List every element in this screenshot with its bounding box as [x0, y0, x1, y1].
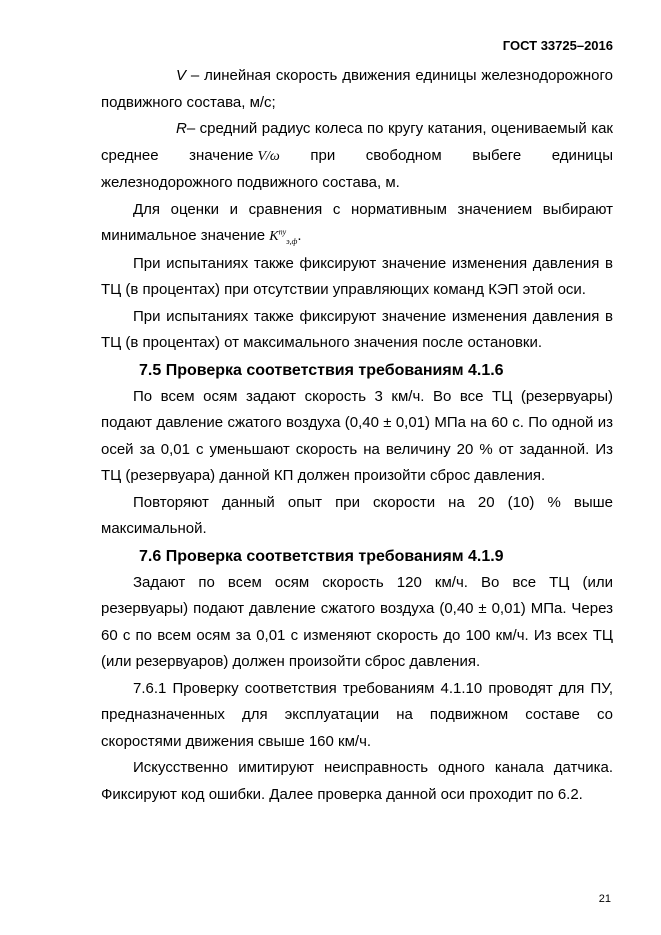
formula-v-over-omega: V/ω [257, 148, 280, 164]
definition-r-text-a: – средний радиус колеса по кругу катания, оцениваемый как среднее значение [101, 120, 613, 164]
definition-v [101, 63, 613, 116]
definition-r-text-b: при свободном выбеге единицы железнодорожного подвижного состава, м. [101, 146, 613, 191]
section-7-5-paragraph-1: По всем осям задают скорость 3 км/ч. Во все ТЦ (резервуары) подают давление сжатого воздуха (0,40 ± 0,01) МПа на 60 с. По одной из осей за 0,01 с уменьшают скорость на величину 20 % от заданной. Из ТЦ (резервуара) данной КП должен произойти сброс давления. [101, 387, 613, 484]
paragraph-min-value-text-b: . [297, 227, 302, 244]
section-7-6-1-paragraph: 7.6.1 Проверку соответствия требованиям 4.1.10 проводят для ПУ, предназначенных для эксплуатации на подвижном составе со скоростями движения свыше 160 км/ч. [101, 679, 613, 750]
section-7-6-paragraph-3: Искусственно имитируют неисправность одного канала датчика. Фиксируют код ошибки. Далее проверка данной оси проходит по 6.2. [101, 759, 613, 803]
page-body [101, 63, 613, 808]
page-number: 21 [598, 893, 611, 905]
formula-k-subscript: э,ф [286, 236, 298, 246]
formula-k-superscript: пу [278, 227, 287, 237]
section-heading-7-6: 7.6 Проверка соответствия требованиям 4.1.9 [139, 547, 504, 565]
section-7-6-paragraph-1: Задают по всем осям скорость 120 км/ч. Во все ТЦ (или резервуары) подают давление сжатого воздуха (0,40 ± 0,01) МПа. Через 60 с по всем осям за 0,01 с изменяют скорость до 100 км/ч. Из всех ТЦ (или резервуаров) должен произойти сброс давления. [101, 573, 613, 670]
symbol-r: R [176, 120, 187, 137]
symbol-v: V [176, 67, 187, 84]
formula-k-base: K [269, 229, 279, 244]
paragraph-min-value-text-a: Для оценки и сравнения с нормативным значением выбирают минимальное значение [101, 200, 613, 244]
definition-r [101, 116, 613, 197]
section-7-5-paragraph-2: Повторяют данный опыт при скорости на 20 (10) % выше максимальной. [101, 493, 613, 537]
paragraph-pressure-after-stop: При испытаниях также фиксируют значение изменения давления в ТЦ (в процентах) от максимального значения после остановки. [101, 307, 613, 351]
definition-v-text: – линейная скорость движения единицы железнодорожного подвижного состава, м/с; [101, 67, 613, 111]
paragraph-min-value [101, 197, 613, 251]
paragraph-pressure-no-commands: При испытаниях также фиксируют значение изменения давления в ТЦ (в процентах) при отсутствии управляющих команд КЭП этой оси. [101, 254, 613, 298]
section-heading-7-5: 7.5 Проверка соответствия требованиям 4.1.6 [139, 361, 504, 379]
formula-k-coefficient [269, 229, 297, 244]
document-standard-header: ГОСТ 33725–2016 [502, 38, 613, 53]
